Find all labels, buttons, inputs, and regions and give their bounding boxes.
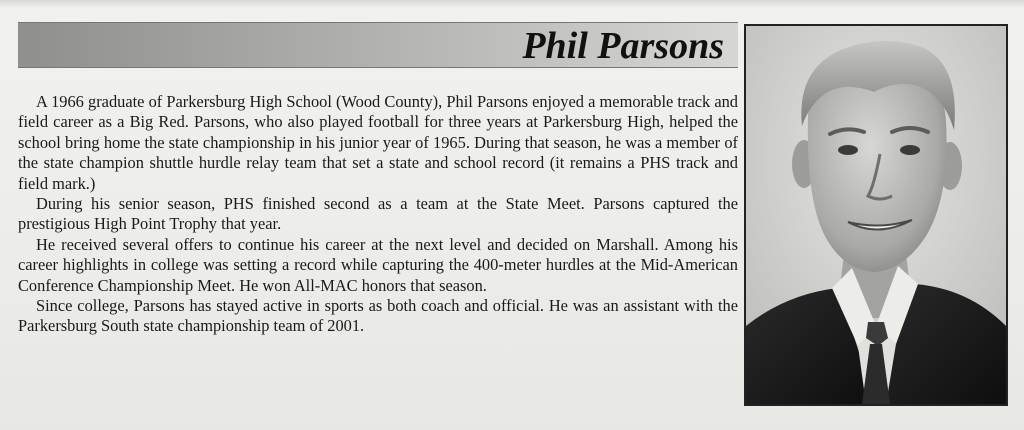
bio-paragraph: A 1966 graduate of Parkersburg High School (Wood County), Phil Parsons enjoyed a memorable track and field career as a Big Red. Parsons, who also played football for three years at Parkersburg High, helped the school bring home the state championship in his junior year of 1965. During that season, he was a member of the state champion shuttle hurdle relay team that set a state and school record (it remains a PHS track and field mark.) xyxy=(18,92,738,193)
top-edge-shadow xyxy=(0,0,1024,8)
portrait-image xyxy=(746,26,1006,404)
title-bar xyxy=(18,22,738,68)
bio-paragraph: During his senior season, PHS finished second as a team at the State Meet. Parsons captured the prestigious High Point Trophy that year. xyxy=(18,194,738,234)
biography-text xyxy=(18,92,738,337)
bio-paragraph: Since college, Parsons has stayed active in sports as both coach and official. He was an assistant with the Parkersburg South state championship team of 2001. xyxy=(18,296,738,336)
portrait-photo xyxy=(744,24,1008,406)
bio-paragraph: He received several offers to continue his career at the next level and decided on Marshall. Among his career highlights in college was setting a record while capturing the 400-meter hurdles at the Mid-American Conference Championship Meet. He won All-MAC honors that season. xyxy=(18,234,738,295)
page-title: Phil Parsons xyxy=(522,25,724,67)
